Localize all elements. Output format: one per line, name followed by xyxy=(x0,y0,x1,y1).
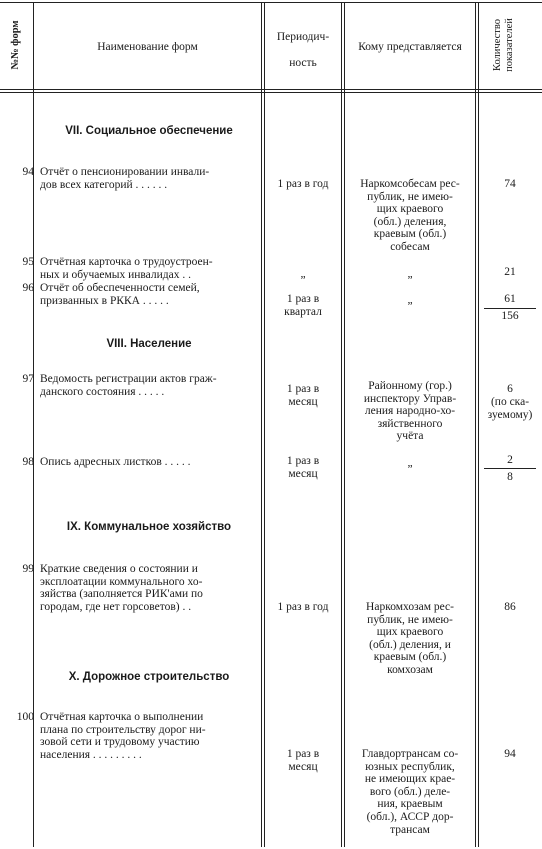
row-95-recipient: „ xyxy=(407,268,413,280)
row-94-period: 1 раз в год xyxy=(277,178,329,190)
row-97-name: Ведомость регистрации актов граж- данского состояния . . . . . xyxy=(40,373,217,398)
row-95-number: 95 xyxy=(22,256,34,268)
row-99-name: Краткие сведения о состоянии и эксплоатации коммунального хо- зяйства (заполняется РИК'ами по городам, где нет горсоветов) . . xyxy=(40,563,203,613)
section-title-communal: IX. Коммунальное хозяйство xyxy=(66,521,232,533)
row-97-count: 6 (по ска- зуемому) xyxy=(487,383,533,421)
row-95-period: „ xyxy=(300,268,306,280)
row-94-name: Отчёт о пенсионировании инвали- дов всех категорий . . . . . . xyxy=(40,166,210,191)
col-divider-3 xyxy=(341,2,342,847)
col-divider-2b xyxy=(264,2,265,847)
row-100-name: Отчётная карточка о выполнении плана по строительству дорог ни- зовой сети и трудовому участию населения . . . . . . . . . xyxy=(40,711,206,761)
row-96-period: 1 раз в квартал xyxy=(284,293,322,318)
table-top-border xyxy=(0,2,542,3)
header-number: №№ форм xyxy=(10,20,21,70)
subtotal-rule-population xyxy=(484,468,536,469)
header-period: Периодич- ность xyxy=(276,31,330,69)
section-title-roads: X. Дорожное строительство xyxy=(68,671,230,683)
row-94-count: 74 xyxy=(504,178,516,190)
header-bottom-border xyxy=(0,89,542,90)
row-98-name: Опись адресных листков . . . . . xyxy=(40,456,191,468)
col-divider-4b xyxy=(478,2,479,847)
section-title-social: VII. Социальное обеспечение xyxy=(65,125,233,137)
row-96-number: 96 xyxy=(22,282,34,294)
row-95-count: 21 xyxy=(504,266,516,278)
row-100-recipient: Главдортрансам со- юзных республик, не имеющих крае- вого (обл.) деле- ния, краевым (обл.), АССР дор- трансам xyxy=(361,748,459,836)
row-98-number: 98 xyxy=(22,456,34,468)
row-96-count: 61 xyxy=(504,293,516,305)
row-98-count: 2 xyxy=(507,454,513,466)
row-97-number: 97 xyxy=(22,373,34,385)
row-97-period: 1 раз в месяц xyxy=(286,383,320,408)
row-98-recipient: „ xyxy=(407,457,413,469)
section-title-population: VIII. Население xyxy=(106,338,192,350)
header-count: Количество показателей xyxy=(492,18,515,72)
header-name: Наименование форм xyxy=(97,41,198,53)
subtotal-rule-social xyxy=(484,308,536,309)
row-100-period: 1 раз в месяц xyxy=(286,748,320,773)
row-94-recipient: Наркомсобесам рес- публик, не имею- щих краевого (обл.) деления, краевым (обл.) собесам xyxy=(360,178,460,253)
row-100-count: 94 xyxy=(504,748,516,760)
header-bottom-border-2 xyxy=(0,92,542,93)
row-96-recipient: „ xyxy=(407,294,413,306)
row-98-period: 1 раз в месяц xyxy=(286,455,320,480)
row-99-number: 99 xyxy=(22,563,34,575)
row-99-recipient: Наркомхозам рес- публик, не имею- щих краевого (обл.) деления, и краевым (обл.) комхозам xyxy=(366,601,454,676)
row-99-period: 1 раз в год xyxy=(277,601,329,613)
row-94-number: 94 xyxy=(22,166,34,178)
row-100-number: 100 xyxy=(16,711,34,723)
row-95-name: Отчётная карточка о трудоустроен- ных и обучаемых инвалидах . . xyxy=(40,256,213,281)
row-96-name: Отчёт об обеспеченности семей, призванных в РККА . . . . . xyxy=(40,282,200,307)
header-recipient: Кому представляется xyxy=(358,41,462,53)
subtotal-population: 8 xyxy=(507,471,513,483)
row-97-recipient: Районному (гор.) инспектору Управ- ления народно-хо- зяйственного учёта xyxy=(363,380,457,443)
row-99-count: 86 xyxy=(504,601,516,613)
subtotal-social: 156 xyxy=(501,310,519,322)
